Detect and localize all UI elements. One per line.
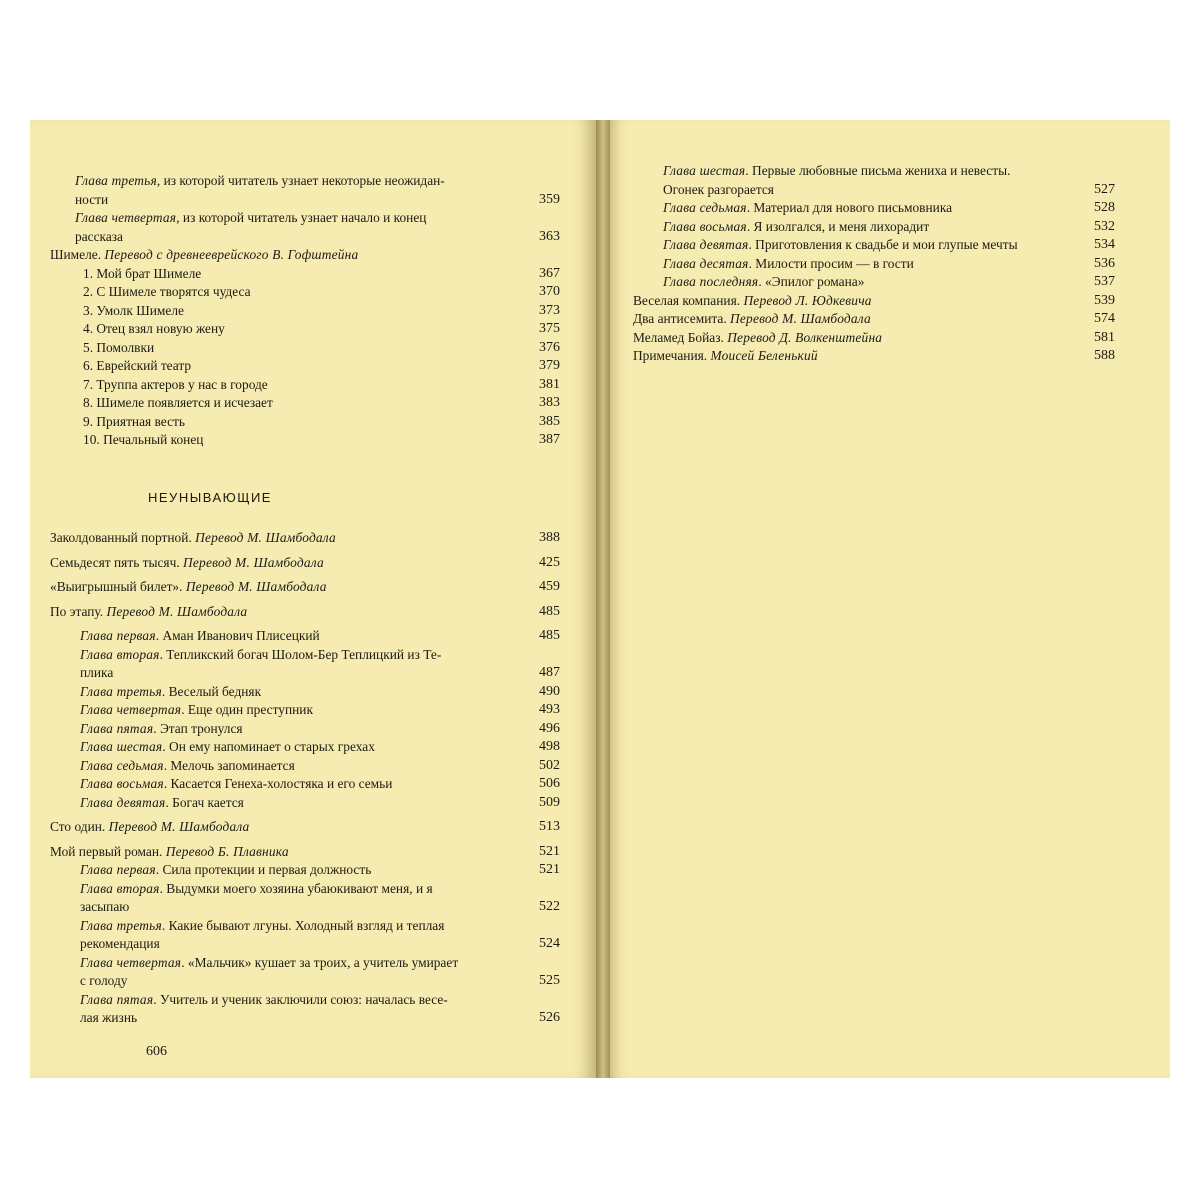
entry-title: . Первые любовные письма жениха и невесты. [745, 163, 1011, 178]
toc-entry-text [663, 162, 1073, 199]
entry-title: 1. Мой брат Шимеле [83, 265, 202, 281]
entry-title: . Еще один преступник [181, 702, 313, 717]
entry-title: , из которой читатель узнает начало и конец [176, 210, 427, 225]
toc-page-number: 385 [539, 413, 560, 429]
left-page [30, 120, 596, 1078]
entry-italic: Перевод М. Шамбодала [106, 603, 248, 619]
entry-title: Меламед Бойаз. [633, 329, 728, 345]
toc-entry [50, 246, 560, 265]
entry-italic: Глава седьмая [663, 200, 747, 215]
toc-entry [50, 376, 560, 395]
toc-page-number: 522 [539, 899, 560, 914]
entry-title: . Я изолгался, и меня лихорадит [746, 218, 930, 234]
toc-entry-text [80, 757, 518, 776]
entry-title: . Аман Иванович Плисецкий [155, 628, 320, 643]
toc-page-number: 383 [539, 395, 560, 410]
toc-top-list [50, 172, 560, 450]
toc-page-number: 359 [539, 191, 560, 207]
entry-title: . «Эпилог романа» [758, 274, 865, 289]
entry-title: . Этап тронулся [153, 720, 243, 736]
toc-right-list [633, 162, 1115, 366]
toc-entry [50, 757, 560, 776]
toc-entry-text [663, 273, 1073, 292]
toc-entry [50, 265, 560, 284]
toc-entry [50, 302, 560, 321]
entry-italic: Глава вторая [80, 646, 160, 662]
toc-page-number: 388 [539, 530, 560, 545]
entry-title: . Выдумки моего хозяина убаюкивают меня, и я [159, 880, 433, 896]
toc-entry [50, 794, 560, 813]
toc-entry-text [80, 954, 518, 991]
entry-italic: Глава пятая [80, 720, 154, 736]
toc-entry-text [50, 578, 518, 597]
toc-page-number: 496 [539, 720, 560, 736]
entry-title: . Богач кается [165, 794, 244, 810]
toc-entry-text [83, 376, 518, 395]
toc-page-number: 381 [539, 376, 560, 392]
toc-entry [50, 954, 560, 991]
entry-italic: Глава шестая [80, 739, 163, 754]
toc-entry-text [50, 843, 518, 862]
toc-entry [50, 720, 560, 739]
entry-title: , из которой читатель узнает некоторые неожидан- [156, 173, 445, 188]
entry-italic: Перевод Л. Юдкевича [743, 292, 872, 308]
entry-title: . «Мальчик» кушает за троих, а учитель умирает [181, 954, 459, 970]
toc-page-number: 485 [539, 603, 560, 619]
entry-italic: Глава четвертая [80, 702, 182, 717]
toc-entry-text [83, 265, 518, 284]
entry-title: Два антисемита. [633, 311, 731, 326]
entry-title: рассказа [75, 228, 124, 244]
toc-entry [633, 310, 1115, 329]
entry-italic: Глава третья [80, 683, 162, 699]
toc-entry [633, 199, 1115, 218]
entry-title: 2. С Шимеле творятся чудеса [83, 284, 251, 299]
toc-bottom-list [50, 523, 560, 1028]
toc-entry-text [80, 683, 518, 702]
entry-italic: Глава седьмая [80, 757, 164, 773]
entry-title: Шимеле. [50, 247, 105, 262]
toc-entry [633, 329, 1115, 348]
toc-page-number: 367 [539, 265, 560, 281]
toc-entry-text [663, 218, 1073, 237]
toc-entry [50, 431, 560, 450]
toc-page-number: 376 [539, 339, 560, 355]
toc-entry-text [83, 413, 518, 432]
toc-entry [50, 394, 560, 413]
toc-page-number: 524 [539, 936, 560, 951]
entry-italic: Перевод с древнееврейского В. Гофштейна [104, 247, 359, 262]
toc-entry-text [80, 880, 518, 917]
entry-italic: Глава восьмая [80, 776, 164, 791]
entry-title: . Сила протекции и первая должность [155, 862, 372, 877]
toc-entry [633, 347, 1115, 366]
entry-italic: Перевод Д. Волкенштейна [727, 329, 883, 345]
entry-title: . Материал для нового письмовника [746, 200, 953, 215]
entry-title: лая жизнь [80, 1010, 138, 1025]
toc-page-number: 375 [539, 321, 560, 336]
entry-title: . Касается Генеха-холостяка и его семьи [163, 776, 393, 791]
entry-title: Примечания. [633, 348, 711, 363]
toc-entry-text [663, 255, 1073, 274]
entry-italic: Глава третья [80, 917, 162, 933]
entry-title: Огонек разгорается [663, 181, 774, 197]
toc-page-number: 485 [539, 628, 560, 643]
toc-page-number: 487 [539, 665, 560, 680]
entry-italic: Глава первая [80, 862, 156, 877]
toc-entry-text [633, 347, 1073, 366]
entry-italic: Перевод М. Шамбодала [730, 311, 871, 326]
entry-italic: Перевод Б. Плавника [165, 843, 289, 859]
toc-entry-text [83, 394, 518, 413]
toc-page-number: 502 [539, 757, 560, 773]
entry-title: с голоду [80, 973, 128, 988]
toc-entry-text [633, 329, 1073, 348]
toc-entry [50, 357, 560, 376]
entry-italic: Моисей Беленький [710, 348, 818, 363]
entry-italic: Глава четвертая [75, 210, 177, 225]
entry-title: По этапу. [50, 603, 107, 619]
entry-title: 10. Печальный конец [83, 432, 204, 447]
entry-italic: Перевод М. Шамбодала [195, 530, 336, 545]
entry-title: . Тепликский богач Шолом-Бер Теплицкий из Те- [159, 646, 442, 662]
toc-entry-text [80, 794, 518, 813]
toc-entry-text [50, 554, 518, 573]
toc-page-number: 536 [1094, 255, 1115, 271]
toc-page-number: 513 [539, 819, 560, 834]
toc-page-number: 521 [539, 843, 560, 859]
toc-entry-text [83, 357, 518, 376]
entry-italic: Глава девятая [80, 794, 166, 810]
toc-entry-text [633, 292, 1073, 311]
toc-entry [50, 339, 560, 358]
toc-entry [633, 218, 1115, 237]
toc-entry-text [80, 738, 518, 757]
toc-page-number: 526 [539, 1010, 560, 1025]
entry-title: . Приготовления к свадьбе и мои глупые мечты [748, 237, 1018, 252]
entry-italic: Глава восьмая [663, 218, 747, 234]
toc-entry-text [83, 339, 518, 358]
entry-title: Сто один. [50, 819, 109, 834]
toc-entry [633, 162, 1115, 199]
entry-title: 7. Труппа актеров у нас в городе [83, 376, 268, 392]
entry-title: Мой первый роман. [50, 843, 166, 859]
toc-page-number: 537 [1094, 274, 1115, 289]
toc-entry-text [663, 199, 1073, 218]
toc-entry-text [83, 283, 518, 302]
toc-entry [50, 554, 560, 573]
toc-entry-text [50, 818, 518, 837]
toc-entry-text [663, 236, 1073, 255]
toc-entry [633, 255, 1115, 274]
toc-entry-text [80, 720, 518, 739]
toc-entry [50, 683, 560, 702]
entry-title: 4. Отец взял новую жену [83, 321, 225, 336]
entry-title: . Он ему напоминает о старых грехах [162, 739, 375, 754]
toc-entry [50, 320, 560, 339]
toc-entry [50, 283, 560, 302]
toc-entry [50, 880, 560, 917]
toc-entry [50, 578, 560, 597]
toc-entry-text [83, 320, 518, 339]
toc-page-number: 525 [539, 973, 560, 988]
toc-entry [50, 646, 560, 683]
entry-title: ности [75, 191, 109, 207]
entry-title: 9. Приятная весть [83, 413, 185, 429]
toc-entry-text [50, 246, 518, 265]
entry-title: 3. Умолк Шимеле [83, 302, 184, 318]
entry-italic: Перевод М. Шамбодала [185, 579, 327, 594]
toc-entry-text [50, 603, 518, 622]
toc-entry-text [83, 431, 518, 450]
entry-italic: Перевод М. Шамбодала [183, 554, 324, 570]
toc-entry-text [80, 775, 518, 794]
toc-page-number: 370 [539, 284, 560, 299]
section-heading: НЕУНЫВАЮЩИЕ [148, 490, 272, 505]
toc-page-number: 459 [539, 579, 560, 594]
toc-entry [50, 917, 560, 954]
entry-title: Веселая компания. [633, 292, 744, 308]
toc-page-number: 539 [1094, 292, 1115, 308]
toc-page-number: 363 [539, 228, 560, 244]
entry-title: 5. Помолвки [83, 339, 155, 355]
toc-page-number: 498 [539, 739, 560, 754]
entry-italic: Глава пятая [80, 991, 154, 1007]
toc-page-number: 373 [539, 302, 560, 318]
entry-italic: Глава десятая [663, 255, 749, 271]
toc-entry [50, 627, 560, 646]
entry-title: . Какие бывают лгуны. Холодный взгляд и теплая [161, 917, 445, 933]
toc-entry [50, 413, 560, 432]
toc-entry [50, 603, 560, 622]
toc-page-number: 387 [539, 432, 560, 447]
entry-italic: Глава третья [75, 173, 157, 188]
toc-entry [50, 843, 560, 862]
toc-page-number: 379 [539, 358, 560, 373]
toc-entry-text [75, 172, 518, 209]
toc-entry [50, 529, 560, 548]
entry-italic: Глава четвертая [80, 954, 182, 970]
entry-title: плика [80, 665, 114, 680]
toc-entry [50, 991, 560, 1028]
entry-title: . Милости просим — в гости [748, 255, 914, 271]
entry-italic: Глава девятая [663, 237, 749, 252]
toc-entry-text [80, 917, 518, 954]
entry-italic: Глава вторая [80, 880, 160, 896]
toc-entry [50, 172, 560, 209]
toc-entry-text [50, 529, 518, 548]
toc-entry-text [80, 701, 518, 720]
toc-entry-text [80, 861, 518, 880]
entry-title: Заколдованный портной. [50, 530, 196, 545]
page-number: 606 [146, 1044, 167, 1059]
toc-entry [50, 738, 560, 757]
toc-entry [50, 775, 560, 794]
toc-page-number: 534 [1094, 237, 1115, 252]
entry-title: «Выигрышный билет». [50, 579, 186, 594]
toc-entry-text [80, 646, 518, 683]
toc-entry-text [633, 310, 1073, 329]
entry-italic: Перевод М. Шамбодала [108, 819, 250, 834]
entry-title: . Мелочь запоминается [163, 757, 295, 773]
toc-page-number: 509 [539, 794, 560, 810]
toc-page-number: 506 [539, 776, 560, 791]
entry-italic: Глава последняя [663, 274, 759, 289]
toc-entry-text [80, 991, 518, 1028]
entry-title: . Учитель и ученик заключили союз: началась весе- [153, 991, 448, 1007]
entry-title: рекомендация [80, 936, 160, 951]
toc-page-number: 532 [1094, 218, 1115, 234]
book-gutter [596, 120, 610, 1078]
toc-entry [50, 209, 560, 246]
toc-page-number: 588 [1094, 348, 1115, 363]
entry-title: . Веселый бедняк [161, 683, 262, 699]
toc-entry [633, 236, 1115, 255]
entry-title: Семьдесят пять тысяч. [50, 554, 184, 570]
toc-entry [633, 292, 1115, 311]
toc-page-number: 528 [1094, 200, 1115, 215]
toc-page-number: 521 [539, 862, 560, 877]
toc-entry [50, 861, 560, 880]
toc-entry [50, 701, 560, 720]
toc-entry [633, 273, 1115, 292]
toc-entry [50, 818, 560, 837]
toc-page-number: 490 [539, 683, 560, 699]
toc-page-number: 493 [539, 702, 560, 717]
toc-entry-text [83, 302, 518, 321]
toc-page-number: 425 [539, 554, 560, 570]
toc-page-number: 581 [1094, 329, 1115, 345]
toc-entry-text [75, 209, 518, 246]
toc-page-number: 527 [1094, 181, 1115, 197]
entry-title: 8. Шимеле появляется и исчезает [83, 395, 273, 410]
entry-italic: Глава шестая [663, 163, 746, 178]
entry-title: 6. Еврейский театр [83, 358, 192, 373]
toc-entry-text [80, 627, 518, 646]
entry-italic: Глава первая [80, 628, 156, 643]
right-page [610, 120, 1170, 1078]
toc-page-number: 574 [1094, 311, 1115, 326]
entry-title: засыпаю [80, 899, 130, 914]
